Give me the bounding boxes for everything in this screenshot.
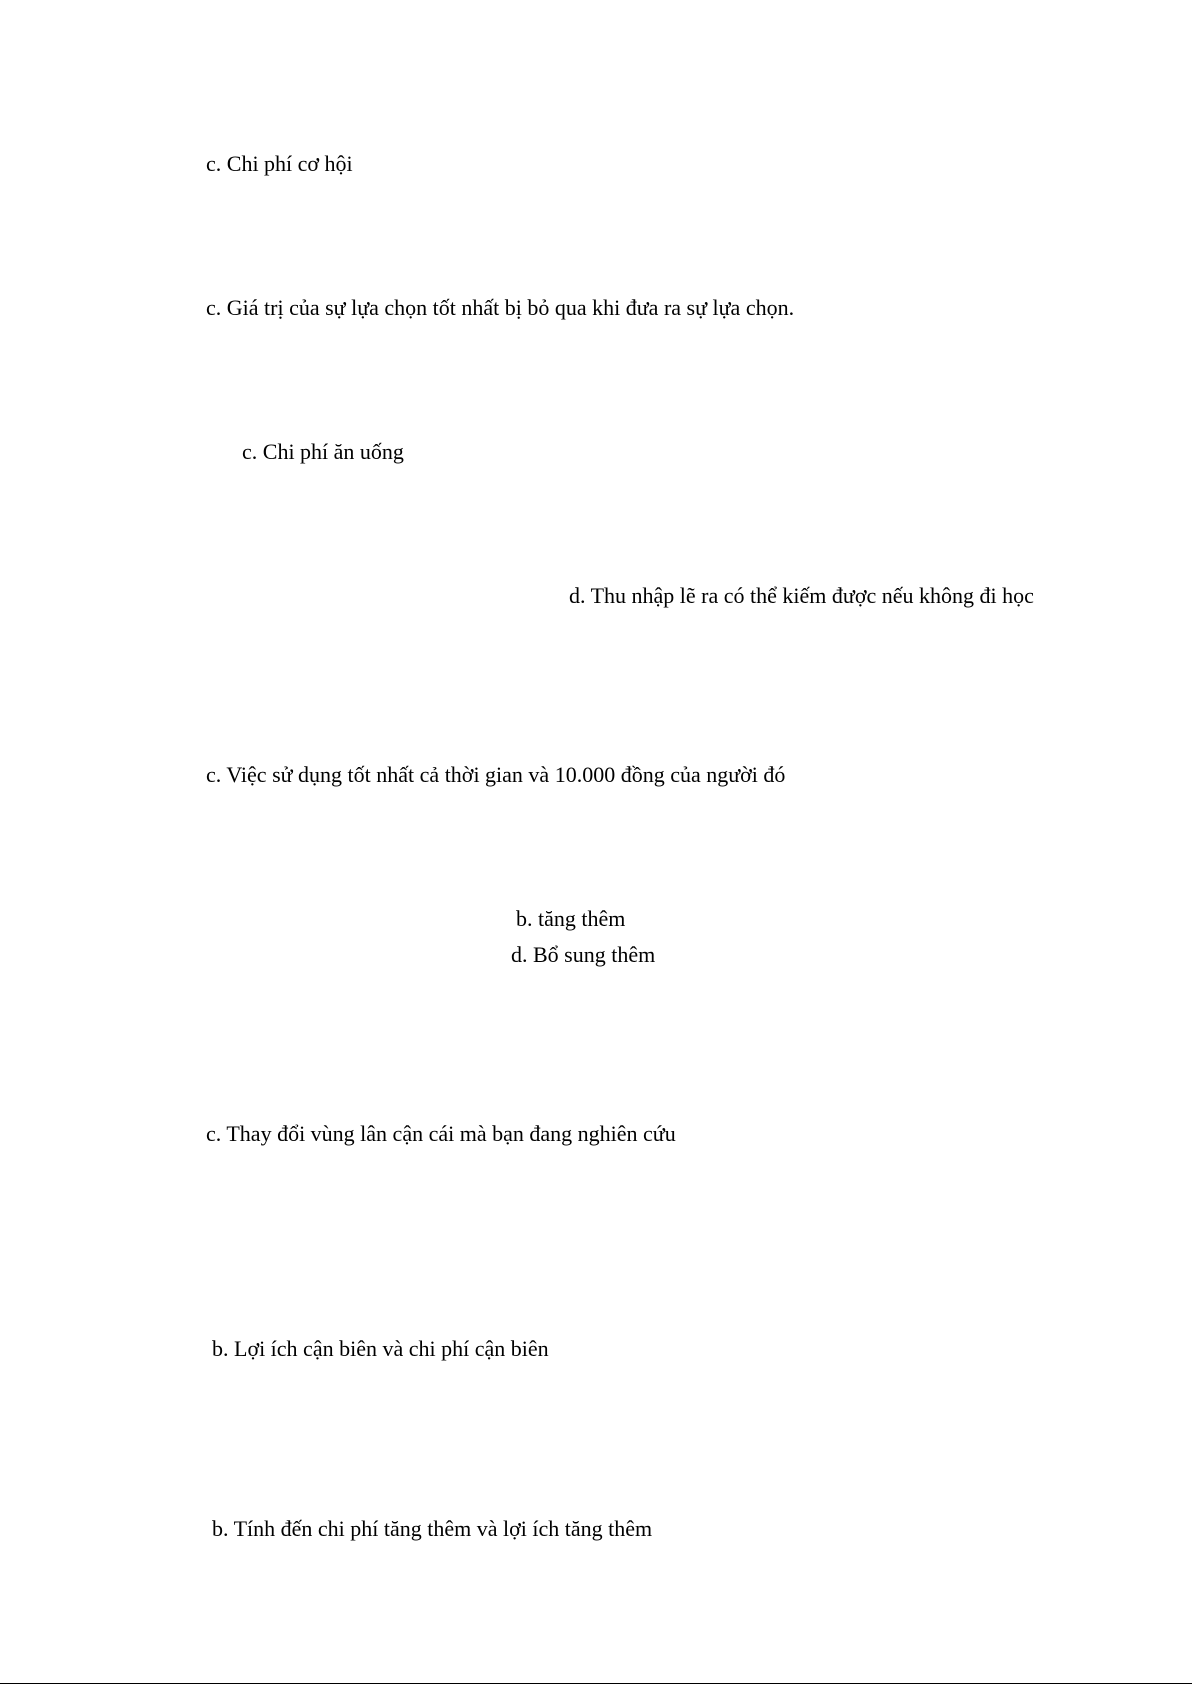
page-bottom-rule [0,1683,1192,1684]
answer-line: c. Thay đổi vùng lân cận cái mà bạn đang nghiên cứu [206,1121,676,1146]
answer-line: d. Thu nhập lẽ ra có thể kiếm được nếu không đi học [569,583,1034,608]
answer-line: b. tăng thêm [516,906,626,931]
answer-line: c. Việc sử dụng tốt nhất cả thời gian và 10.000 đồng của người đó [206,762,786,787]
answer-line: d. Bổ sung thêm [511,942,656,967]
answer-line: c. Giá trị của sự lựa chọn tốt nhất bị bỏ qua khi đưa ra sự lựa chọn. [206,295,795,320]
answer-line: c. Chi phí ăn uống [242,439,404,464]
answer-line: b. Tính đến chi phí tăng thêm và lợi ích tăng thêm [212,1516,653,1541]
answer-line: c. Chi phí cơ hội [206,151,353,176]
answer-line: b. Lợi ích cận biên và chi phí cận biên [212,1336,549,1361]
